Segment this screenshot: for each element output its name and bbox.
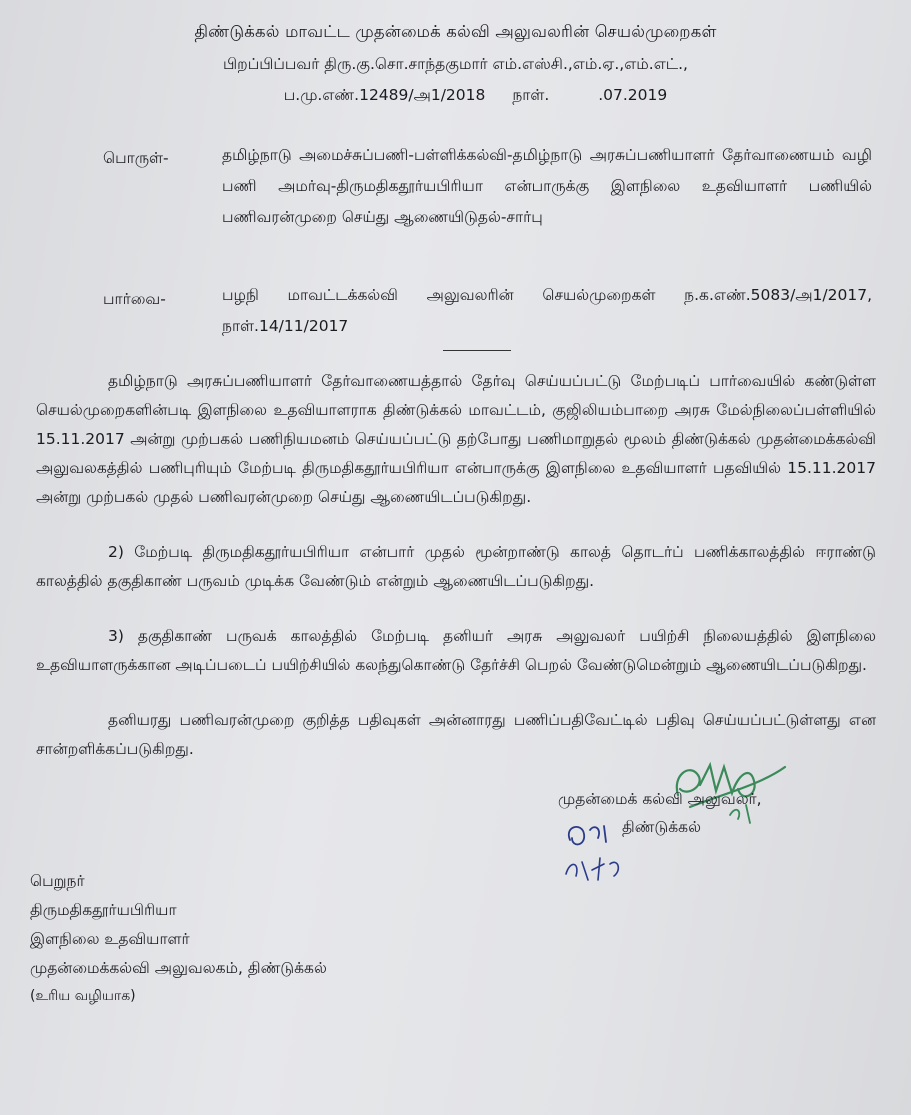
reference-label: பார்வை- bbox=[103, 290, 166, 308]
body-paragraph-4: தனியரது பணிவரன்முறை குறித்த பதிவுகள் அன்னாரது பணிப்பதிவேட்டில் பதிவு செய்யப்பட்டுள்ளது என சான்றளிக்கப்படுகிறது. bbox=[36, 711, 876, 758]
signatory-place: திண்டுக்கல் bbox=[622, 818, 701, 836]
subject-label: பொருள்- bbox=[103, 149, 169, 167]
date-value: .07.2019 bbox=[598, 86, 668, 104]
reference-line bbox=[0, 86, 911, 106]
body-paragraph-1: தமிழ்நாடு அரசுப்பணியாளர் தேர்வாணையத்தால் தேர்வு செய்யப்பட்டு மேற்படிப் பார்வையில் கண்டுள்ள செயல்முறைகளின்படி இளநிலை உதவியாளராக திண்டுக்கல் மாவட்டம், குஜிலியம்பாறை அரசு மேல்நிலைப்பள்ளியில் 15.11.2017 அன்று முற்பகல் பணிநியமனம் செய்யப்பட்டு தற்போது பணிமாறுதல் மூலம் திண்டுக்கல் முதன்மைக்கல்வி அலுவலகத்தில் பணிபுரியும் மேற்படி திருமதிகதூர்யபிரியா என்பாருக்கு இளநிலை உதவியாளர் பதவியில் 15.11.2017 அன்று முற்பகல் முதல் பணிவரன்முறை செய்து ஆணையிடப்படுகிறது. bbox=[36, 372, 876, 506]
recipient-via: (உரிய வழியாக) bbox=[30, 988, 136, 1004]
subject-text: தமிழ்நாடு அமைச்சுப்பணி-பள்ளிக்கல்வி-தமிழ்நாடு அரசுப்பணியாளர் தேர்வாணையம் வழி பணி அமர்வு-திருமதிகதூர்யபிரியா என்பாருக்கு இளநிலை உதவியாளர் பணியில் பணிவரன்முறை செய்து ஆணையிடுதல்-சார்பு bbox=[222, 146, 872, 226]
issuer-line: பிறப்பிப்பவர் திரு.கு.சொ.சாந்தகுமார் எம்.எஸ்சி.,எம்.ஏ.,எம்.எட்., bbox=[223, 55, 688, 73]
signatory-designation: முதன்மைக் கல்வி அலுவலர், bbox=[558, 790, 762, 808]
body-paragraph-2: 2) மேற்படி திருமதிகதூர்யபிரியா என்பார் முதல் மூன்றாண்டு காலத் தொடர்ப் பணிக்காலத்தில் ஈராண்டு காலத்தில் தகுதிகாண் பருவம் முடிக்க வேண்டும் என்றும் ஆணையிடப்படுகிறது. bbox=[36, 543, 876, 590]
reference-number: ப.மு.எண்.12489/அ1/2018 bbox=[283, 86, 486, 104]
recipient-name: திருமதிகதூர்யபிரியா bbox=[30, 901, 177, 919]
divider bbox=[443, 350, 511, 351]
handwritten-initials bbox=[560, 818, 650, 888]
document-title: திண்டுக்கல் மாவட்ட முதன்மைக் கல்வி அலுவலரின் செயல்முறைகள் bbox=[194, 22, 717, 41]
recipient-post: இளநிலை உதவியாளர் bbox=[30, 930, 190, 948]
recipient-label: பெறுநர் bbox=[30, 872, 85, 890]
date-label: நாள். bbox=[512, 86, 550, 104]
reference-text: பழநி மாவட்டக்கல்வி அலுவலரின் செயல்முறைகள் ந.க.எண்.5083/அ1/2017, நாள்.14/11/2017 bbox=[222, 286, 872, 335]
body-paragraph-3: 3) தகுதிகாண் பருவக் காலத்தில் மேற்படி தனியர் அரசு அலுவலர் பயிற்சி நிலையத்தில் இளநிலை உதவியாளருக்கான அடிப்படைப் பயிற்சியில் கலந்துகொண்டு தேர்ச்சி பெறல் வேண்டுமென்றும் ஆணையிடப்படுகிறது. bbox=[36, 627, 876, 674]
recipient-office: முதன்மைக்கல்வி அலுவலகம், திண்டுக்கல் bbox=[30, 959, 327, 977]
